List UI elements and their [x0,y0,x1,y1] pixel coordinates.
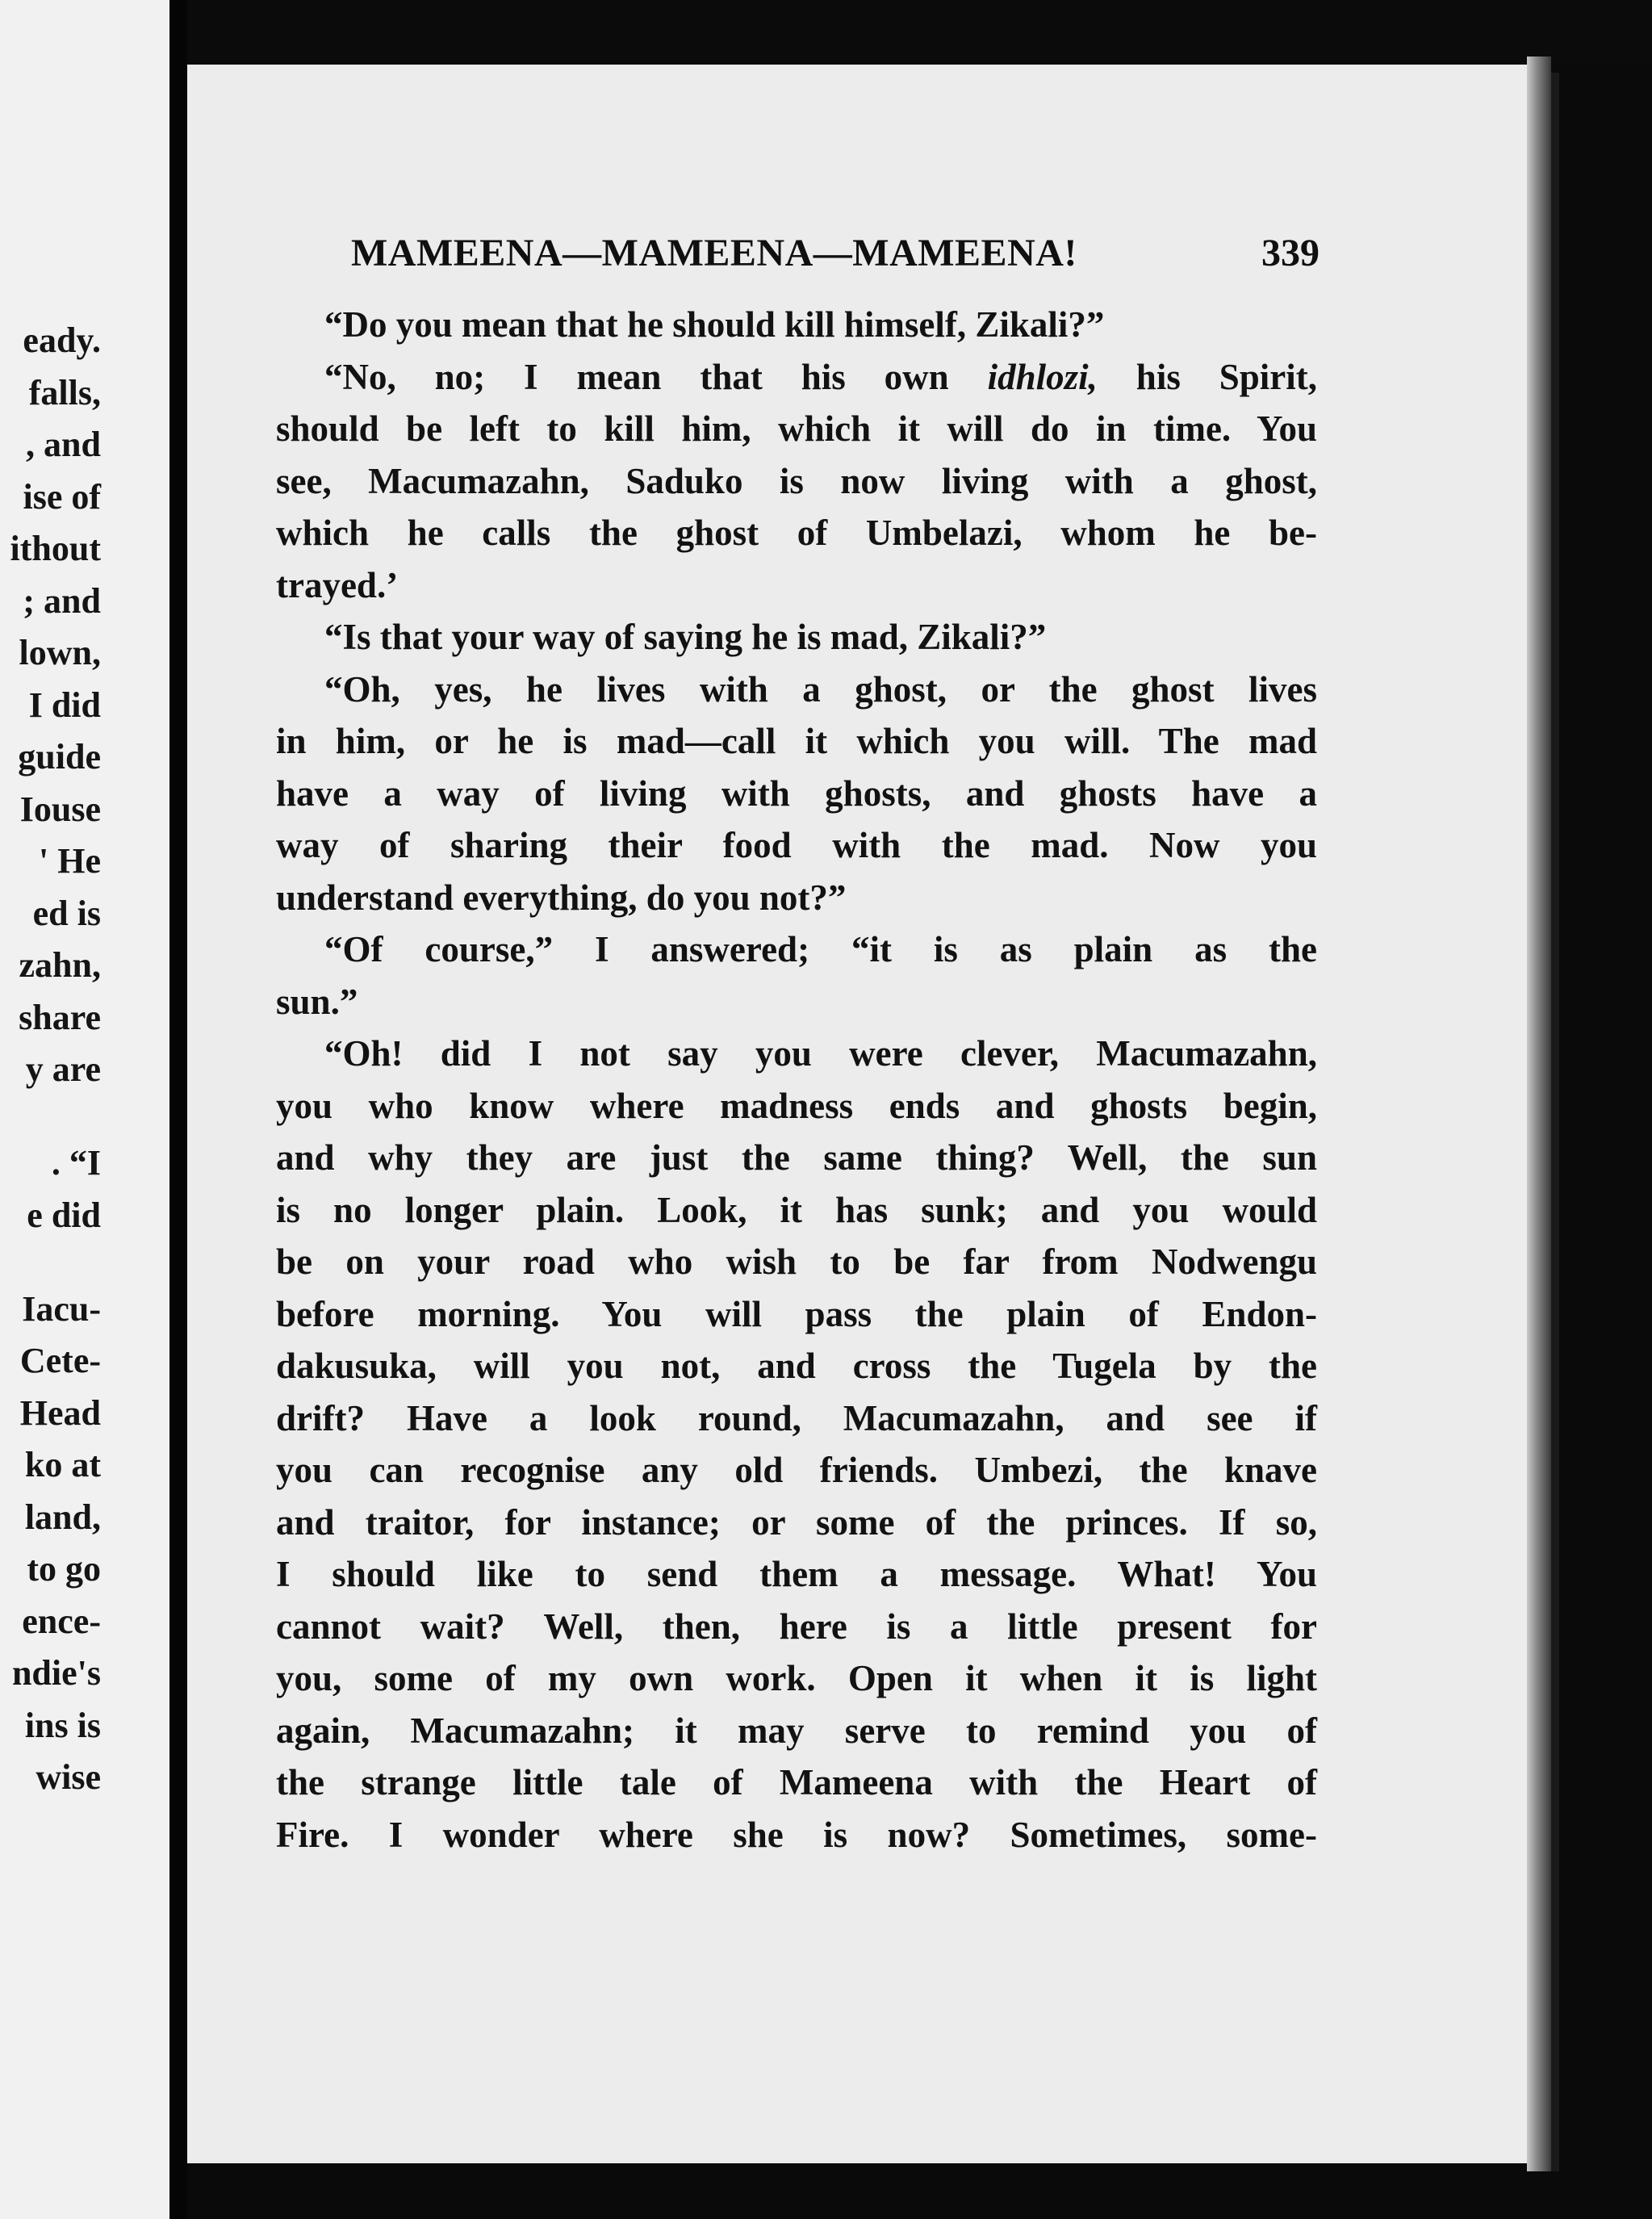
text-line: be on your road who wish to be far from Nodwengu [276,1241,1317,1282]
previous-page-line: land, [24,1497,101,1537]
previous-page-line: ko at [24,1445,101,1485]
previous-page-line: ed is [32,893,101,933]
text-line: drift? Have a look round, Macumazahn, and see if [276,1397,1317,1438]
text-line: cannot wait? Well, then, here is a little present for [276,1606,1317,1647]
text-line: have a way of living with ghosts, and ghosts have a [276,772,1317,814]
text-line: and traitor, for instance; or some of the princes. If so, [276,1501,1317,1543]
page-number: 339 [1261,232,1320,274]
scan-top-border [187,0,1652,65]
italic-word: idhlozi, [987,356,1098,397]
text-line: dakusuka, will you not, and cross the Tugela by the [276,1346,1317,1386]
text-line: you, some of my own work. Open it when it is light [276,1658,1317,1698]
running-title: MAMEENA—MAMEENA—MAMEENA! [351,232,1077,274]
text-line: sun.” [276,981,358,1022]
previous-page-line: Iouse [19,789,101,829]
text-line: is no longer plain. Look, it has sunk; and you would [276,1189,1317,1230]
text-line: you who know where madness ends and ghosts begin, [276,1085,1317,1126]
text-line: in him, or he is mad—call it which you will. The mad [276,721,1317,761]
text-line: “Of course,” I answered; “it is as plain as the [324,929,1317,969]
text-line: see, Macumazahn, Saduko is now living with a ghost, [276,460,1317,501]
previous-page-line: ence- [22,1601,101,1641]
previous-page-line: , and [26,425,101,464]
text-line: understand everything, do you not?” [276,877,847,918]
text-line: before morning. You will pass the plain of Endon- [276,1293,1317,1334]
text-line: “Oh! did I not say you were clever, Macumazahn, [324,1033,1317,1074]
previous-page-line: eady. [23,320,101,360]
page-edge-shadow [1551,73,1559,2171]
previous-page-line: wise [36,1757,101,1798]
previous-page-line: ; and [23,580,101,621]
text-line: and why they are just the same thing? Well, the sun [276,1137,1317,1178]
previous-page-line: ise of [23,476,101,517]
previous-page-line: ithout [10,529,101,568]
previous-page-line: Iacu- [22,1288,101,1329]
previous-page-line: Cete- [19,1341,101,1381]
previous-page-line: I did [28,685,101,725]
page-edge [1527,57,1551,2171]
text-line: should be left to kill him, which it will do in time. You [276,408,1317,449]
previous-page-line: zahn, [19,945,101,985]
previous-page-line: guide [18,737,101,777]
previous-page-line: ' He [39,841,101,881]
previous-page-line: ins is [24,1705,101,1745]
text-line: “Is that your way of saying he is mad, Zikali?” [324,617,1047,657]
page-body-text [276,299,1317,1861]
previous-page-line: ndie's [11,1653,101,1694]
previous-page-line: to go [27,1549,101,1589]
text-line: “Do you mean that he should kill himself, Zikali?” [324,304,1105,345]
text-line: I should like to send them a message. What! You [276,1554,1317,1594]
previous-page-line: falls, [28,372,101,412]
previous-page-line: y are [25,1049,101,1089]
text-line: you can recognise any old friends. Umbezi, the knave [276,1450,1317,1490]
previous-page-line: e did [27,1195,101,1235]
text-line: “Oh, yes, he lives with a ghost, or the ghost lives [324,668,1317,710]
book-gutter [169,0,187,2219]
text-line: which he calls the ghost of Umbelazi, whom he be- [276,513,1317,553]
text-segment: his Spirit, [1097,356,1317,397]
previous-page-fragment [0,0,169,2219]
text-line: trayed.’ [276,564,399,605]
text-line: the strange little tale of Mameena with the Heart of [276,1762,1317,1802]
text-line: Fire. I wonder where she is now? Sometimes, some- [276,1814,1317,1855]
text-line: again, Macumazahn; it may serve to remind you of [276,1710,1317,1751]
previous-page-line: Head [19,1392,101,1433]
text-line: way of sharing their food with the mad. Now you [276,825,1317,865]
text-segment: “No, no; I mean that his own [324,356,988,397]
previous-page-line: share [19,997,101,1037]
text-line [276,351,1317,404]
running-header [351,229,1320,278]
previous-page-line: . “I [51,1143,101,1183]
previous-page-line: lown, [19,633,101,672]
